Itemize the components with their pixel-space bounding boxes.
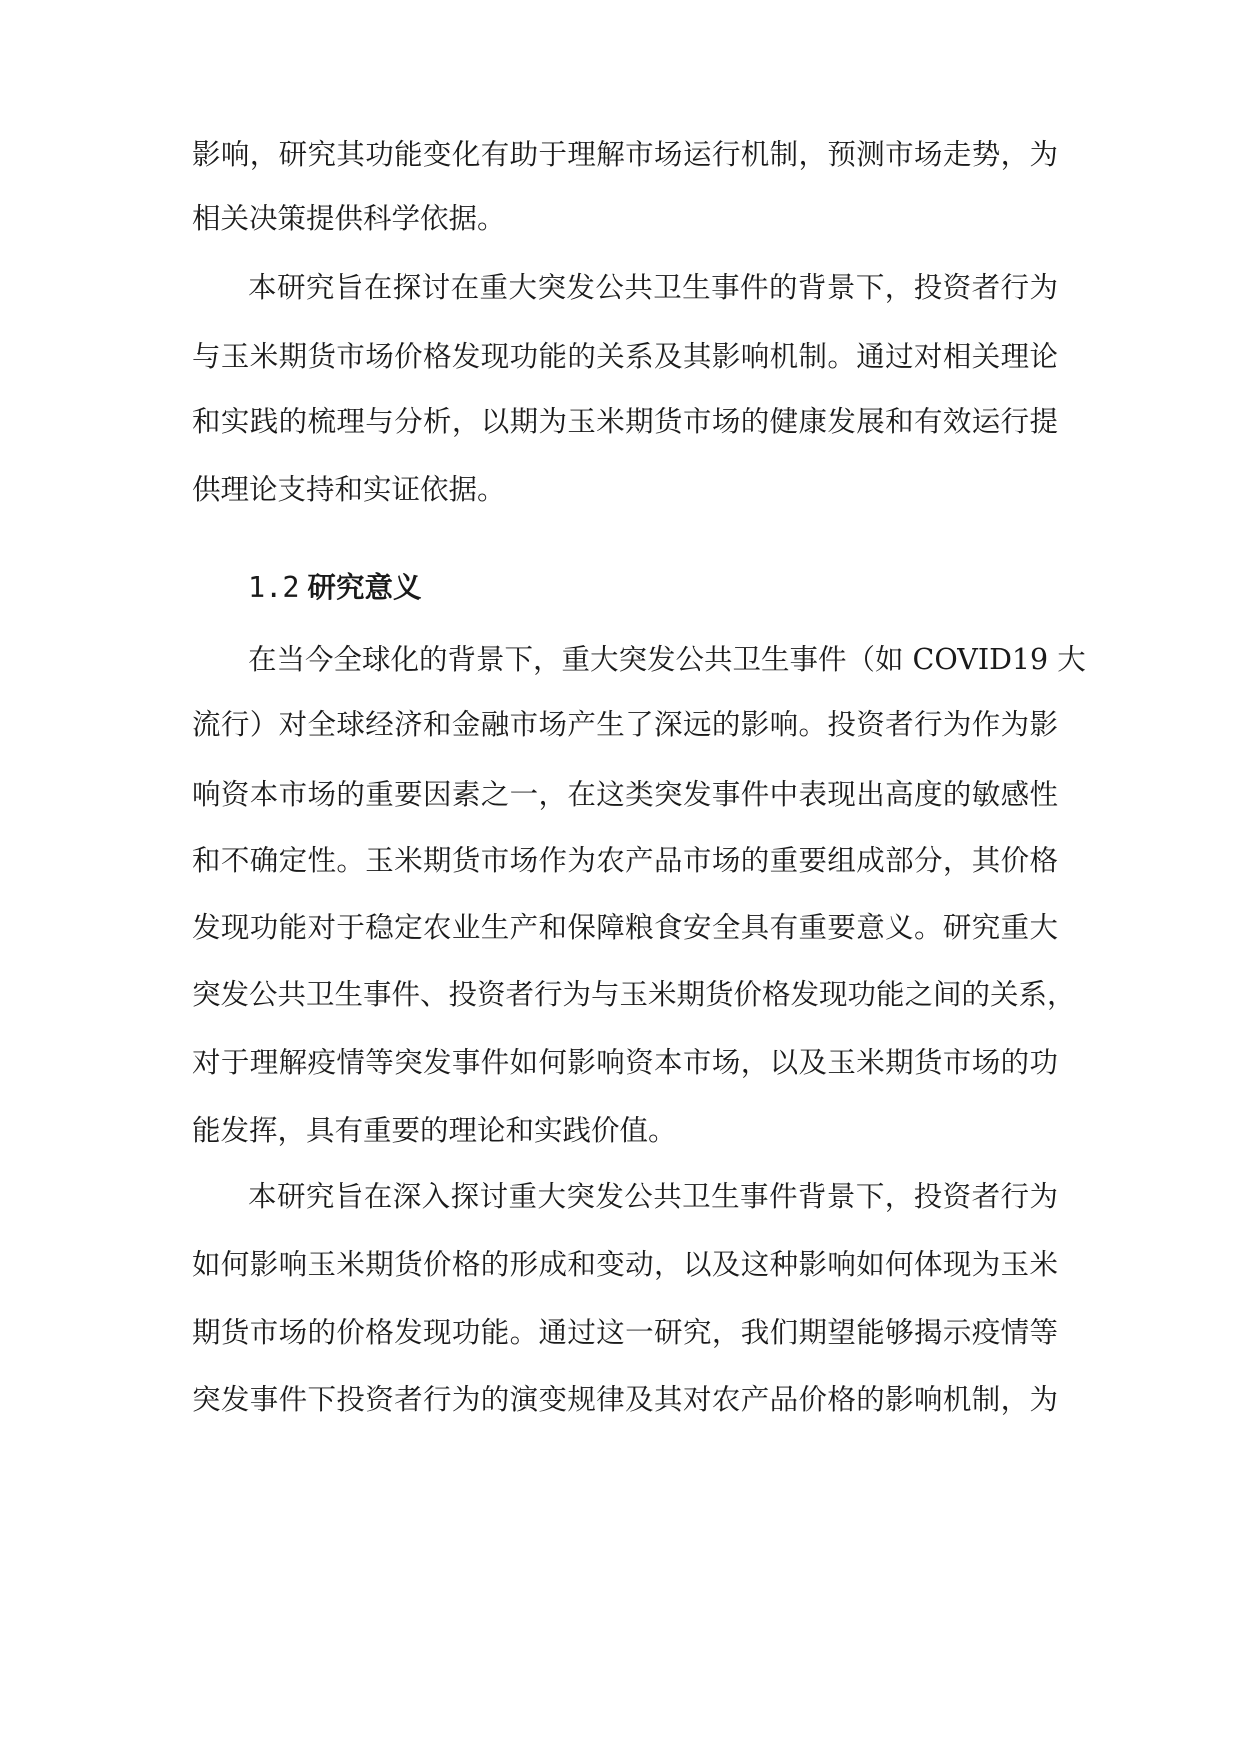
paragraph-2-line-1: 本研究旨在探讨在重大突发公共卫生事件的背景下，投资者行为 <box>248 271 1058 304</box>
paragraph-4-line-2: 如何影响玉米期货价格的形成和变动，以及这种影响如何体现为玉米 <box>192 1248 1058 1281</box>
paragraph-3-line-4: 和不确定性。玉米期货市场作为农产品市场的重要组成部分，其价格 <box>192 844 1058 877</box>
paragraph-1-line-1: 影响，研究其功能变化有助于理解市场运行机制，预测市场走势，为 <box>192 138 1058 171</box>
paragraph-4-line-4: 突发事件下投资者行为的演变规律及其对农产品价格的影响机制，为 <box>192 1383 1058 1416</box>
paragraph-4-line-3: 期货市场的价格发现功能。通过这一研究，我们期望能够揭示疫情等 <box>192 1316 1058 1349</box>
paragraph-3-line-5: 发现功能对于稳定农业生产和保障粮食安全具有重要意义。研究重大 <box>192 911 1058 944</box>
paragraph-3-line-2: 流行）对全球经济和金融市场产生了深远的影响。投资者行为作为影 <box>192 708 1058 741</box>
paragraph-3-line-3: 响资本市场的重要因素之一，在这类突发事件中表现出高度的敏感性 <box>192 778 1058 811</box>
section-title: 研究意义 <box>307 571 422 604</box>
section-heading <box>248 568 422 608</box>
paragraph-3-line-6: 突发公共卫生事件、投资者行为与玉米期货价格发现功能之间的关系， <box>192 978 1076 1011</box>
paragraph-1-line-2: 相关决策提供科学依据。 <box>192 202 506 235</box>
paragraph-3-line-8: 能发挥，具有重要的理论和实践价值。 <box>192 1114 677 1147</box>
paragraph-2-line-3: 和实践的梳理与分析，以期为玉米期货市场的健康发展和有效运行提 <box>192 405 1058 438</box>
paragraph-2-line-4: 供理论支持和实证依据。 <box>192 473 506 506</box>
paragraph-3-line-7: 对于理解疫情等突发事件如何影响资本市场，以及玉米期货市场的功 <box>192 1046 1058 1079</box>
section-number: 1.2 <box>248 571 300 604</box>
paragraph-2-line-2: 与玉米期货市场价格发现功能的关系及其影响机制。通过对相关理论 <box>192 340 1058 373</box>
paragraph-4-line-1: 本研究旨在深入探讨重大突发公共卫生事件背景下，投资者行为 <box>248 1180 1058 1213</box>
paragraph-3-line-1: 在当今全球化的背景下，重大突发公共卫生事件（如 COVID19 大 <box>248 643 1086 676</box>
